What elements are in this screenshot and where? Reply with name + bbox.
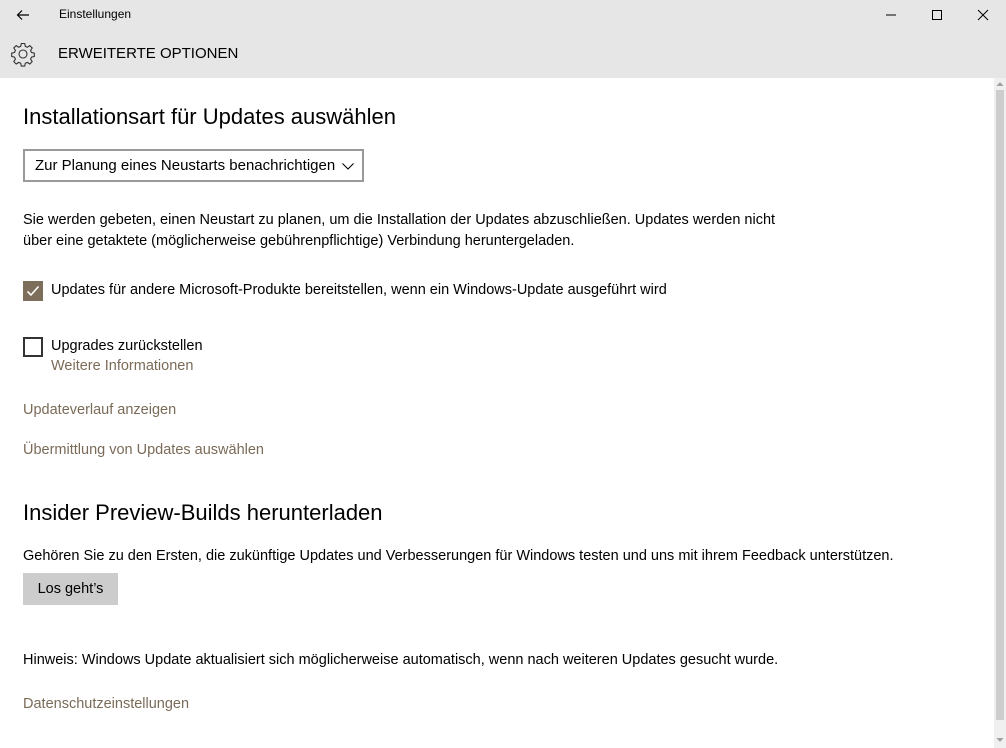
minimize-icon xyxy=(885,9,897,21)
other-products-label[interactable]: Updates für andere Microsoft-Produkte bereitstellen, wenn ein Windows-Update ausgeführt wird xyxy=(51,282,667,298)
defer-upgrades-label[interactable]: Upgrades zurückstellen xyxy=(51,338,203,354)
page-header xyxy=(0,30,1006,78)
gear-icon xyxy=(10,41,36,67)
install-mode-selected-value: Zur Planung eines Neustarts benachrichtigen xyxy=(35,157,336,174)
update-history-link[interactable]: Updateverlauf anzeigen xyxy=(23,402,177,418)
get-started-button[interactable]: Los geht’s xyxy=(23,573,118,605)
back-button[interactable] xyxy=(0,0,46,30)
insider-heading: Insider Preview-Builds herunterladen xyxy=(23,500,383,525)
privacy-settings-link[interactable]: Datenschutzeinstellungen xyxy=(23,696,190,712)
install-mode-description-line-2: über eine getaktete (möglicherweise gebührenpflichtige) Verbindung heruntergeladen. xyxy=(23,233,575,249)
checkmark-icon xyxy=(25,283,41,299)
scroll-down-icon[interactable] xyxy=(996,736,1004,744)
page-title: ERWEITERTE OPTIONEN xyxy=(58,45,239,62)
app-title: Einstellungen xyxy=(59,7,132,21)
chevron-down-icon xyxy=(341,159,355,173)
more-info-link[interactable]: Weitere Informationen xyxy=(51,358,194,374)
insider-description: Gehören Sie zu den Ersten, die zukünftige Updates und Verbesserungen für Windows testen und uns mit ihrem Feedback unterstützen. xyxy=(23,548,894,564)
close-icon xyxy=(977,9,989,21)
vertical-scrollbar[interactable] xyxy=(994,78,1006,748)
main-content xyxy=(0,78,994,748)
install-mode-heading: Installationsart für Updates auswählen xyxy=(23,104,396,129)
delivery-optimization-link[interactable]: Übermittlung von Updates auswählen xyxy=(23,442,264,458)
back-arrow-icon xyxy=(16,9,30,21)
maximize-button[interactable] xyxy=(914,0,960,30)
maximize-icon xyxy=(931,9,943,21)
other-products-checkbox[interactable] xyxy=(23,281,43,301)
notice-text: Hinweis: Windows Update aktualisiert sich möglicherweise automatisch, wenn nach weiteren Updates gesucht wurde. xyxy=(23,652,779,668)
install-mode-description-line-1: Sie werden gebeten, einen Neustart zu planen, um die Installation der Updates abzuschließen. Updates werden nicht xyxy=(23,212,776,228)
install-mode-dropdown[interactable] xyxy=(23,149,364,182)
scroll-up-icon[interactable] xyxy=(996,80,1004,88)
defer-upgrades-checkbox[interactable] xyxy=(23,337,43,357)
title-bar xyxy=(0,0,1006,30)
scrollbar-thumb[interactable] xyxy=(996,90,1004,720)
close-button[interactable] xyxy=(960,0,1006,30)
minimize-button[interactable] xyxy=(868,0,914,30)
